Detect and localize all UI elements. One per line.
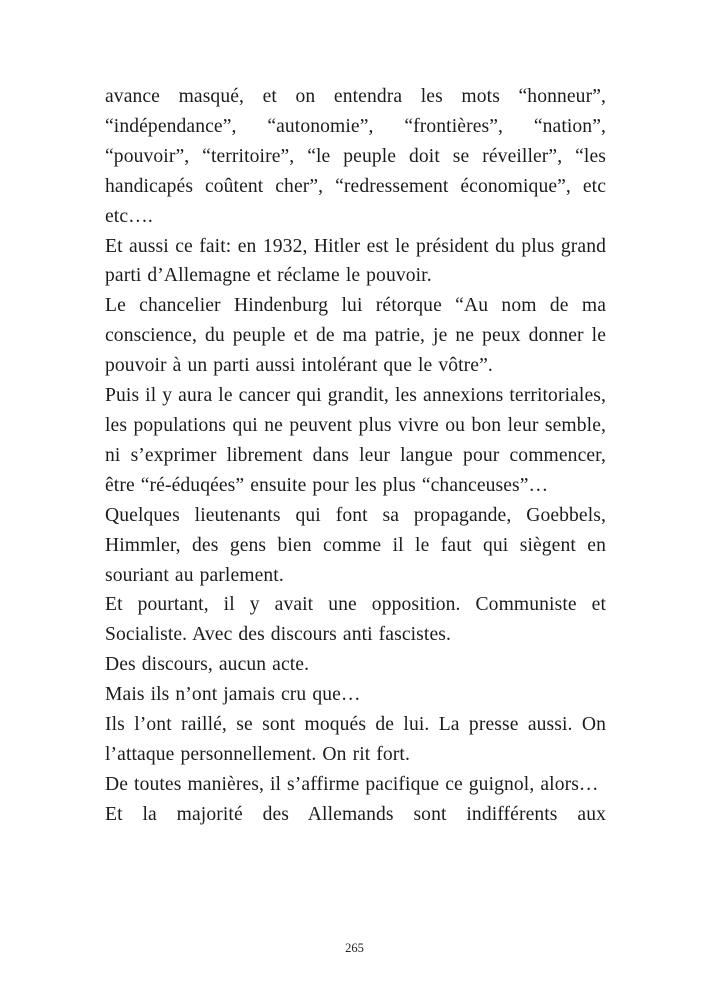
paragraph: Des discours, aucun acte.: [105, 654, 310, 676]
paragraph: Et pourtant, il y avait une opposition. Communiste et Socialiste. Avec des discours anti fascistes.: [105, 594, 606, 646]
paragraph: De toutes manières, il s’affirme pacifique ce guignol, alors…: [105, 773, 599, 795]
paragraph: Puis il y aura le cancer qui grandit, les annexions territoriales, les populations qui ne peuvent plus vivre ou bon leur semble, ni s’exprimer librement dans leur langue pour commencer, être “ré-éduqées” ensuite pour les plus “chanceuses”…: [105, 385, 606, 496]
paragraph: Mais ils n’ont jamais cru que…: [105, 684, 361, 706]
paragraph: Le chancelier Hindenburg lui rétorque “Au nom de ma conscience, du peuple et de ma patrie, je ne peux donner le pouvoir à un parti aussi intolérant que le vôtre”.: [105, 295, 606, 377]
paragraph: Et la majorité des Allemands sont indifférents aux: [105, 803, 606, 825]
page-number: 265: [345, 941, 364, 955]
paragraph: avance masqué, et on entendra les mots “honneur”, “indépendance”, “autonomie”, “frontières”, “nation”, “pouvoir”, “territoire”, “le peuple doit se réveiller”, “les handicapés coûtent cher”, “redressement économique”, etc etc….: [105, 86, 606, 227]
paragraph: Et aussi ce fait: en 1932, Hitler est le président du plus grand parti d’Allemagne et réclame le pouvoir.: [105, 235, 606, 287]
paragraph: Ils l’ont raillé, se sont moqués de lui. La presse aussi. On l’attaque personnellement. On rit fort.: [105, 714, 606, 765]
text-block: [105, 82, 606, 830]
paragraph: Quelques lieutenants qui font sa propagande, Goebbels, Himmler, des gens bien comme il le faut qui siègent en souriant au parlement.: [105, 504, 606, 586]
